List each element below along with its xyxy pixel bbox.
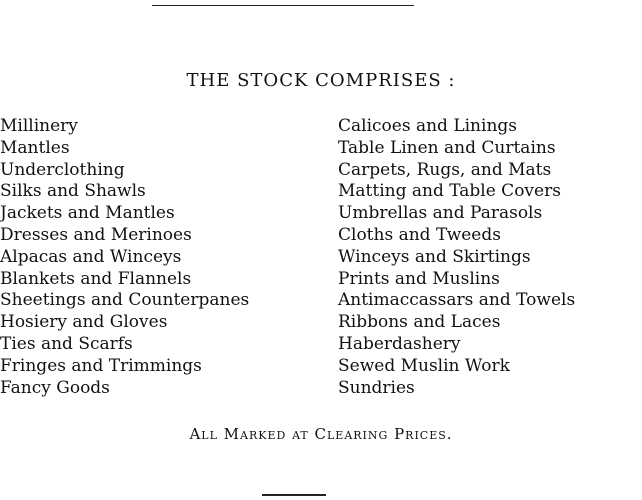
stock-item: Calicoes and Linings: [338, 116, 517, 136]
stock-item: Cloths and Tweeds: [338, 224, 501, 245]
stock-item: Silks and Shawls: [0, 181, 146, 202]
stock-item: Prints and Muslins: [338, 268, 500, 289]
stock-list-right: [338, 116, 575, 399]
section-heading: THE STOCK COMPRISES :: [186, 70, 456, 91]
clearing-prices-notice: All Marked at Clearing Prices.: [189, 425, 453, 443]
stock-list-left: [0, 116, 249, 399]
stock-item: Umbrellas and Parasols: [338, 203, 543, 224]
bottom-rule: [262, 494, 326, 496]
stock-item: Ribbons and Laces: [338, 312, 501, 333]
stock-item: Sheetings and Counterpanes: [0, 290, 250, 311]
stock-item: Table Linen and Curtains: [338, 137, 556, 158]
stock-item: Alpacas and Winceys: [0, 246, 182, 267]
stock-item: Millinery: [0, 116, 78, 136]
stock-item: Blankets and Flannels: [0, 268, 192, 289]
stock-item: Ties and Scarfs: [0, 333, 133, 354]
stock-item: Sundries: [338, 377, 415, 398]
stock-item: Fancy Goods: [0, 377, 110, 398]
stock-item: Sewed Muslin Work: [338, 355, 510, 376]
stock-item: Dresses and Merinoes: [0, 224, 192, 245]
stock-item: Mantles: [0, 137, 70, 158]
stock-item: Carpets, Rugs, and Mats: [338, 159, 552, 180]
stock-item: Hosiery and Gloves: [0, 312, 168, 333]
stock-item: Jackets and Mantles: [0, 203, 175, 224]
stock-item: Antimaccassars and Towels: [338, 290, 576, 311]
stock-item: Matting and Table Covers: [338, 181, 561, 202]
stock-item: Underclothing: [0, 159, 125, 180]
stock-item: Haberdashery: [338, 333, 461, 354]
top-rule: [152, 5, 414, 6]
stock-item: Winceys and Skirtings: [338, 246, 531, 267]
stock-item: Fringes and Trimmings: [0, 355, 202, 376]
